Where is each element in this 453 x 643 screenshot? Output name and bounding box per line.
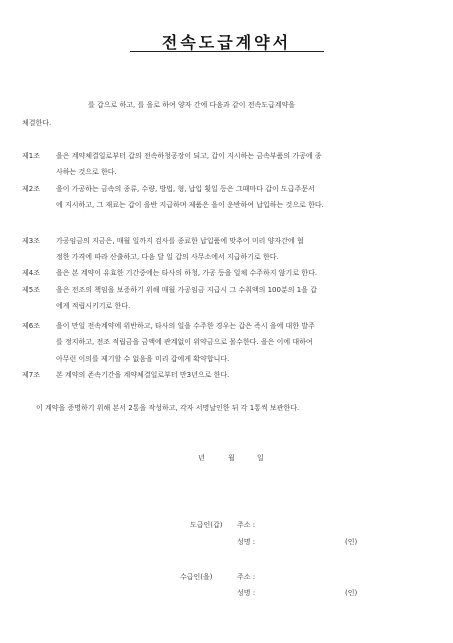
article-2-line-1: 을이 가공하는 금속의 종류, 수량, 방법, 형, 납입 횟일 등은 그때마다 갑이 도급주문서: [56, 185, 315, 193]
article-6-line-2: 를 정지하고, 전조 적립금을 금액에 관계없이 위약금으로 몰수한다. 을은 이에 대하여: [56, 338, 313, 346]
article-1-label: 제1조: [22, 152, 40, 160]
subcontractor-address-label: 주소 :: [237, 573, 256, 581]
closing-statement: 이 계약을 증명하기 위해 본서 2통을 작성하고, 각자 서명날인한 뒤 각 1통씩 보관한다.: [36, 404, 300, 412]
subcontractor-role: 수급인(을): [180, 573, 213, 581]
intro-line-2: 체결한다.: [22, 119, 52, 127]
title-underline: [130, 51, 324, 52]
article-2-line-2: 에 지시하고, 그 재료는 갑이 을반 지급하며 제품은 을이 운반하여 납입하는 것으로 한다.: [56, 201, 324, 209]
article-6-line-3: 아무런 이의를 제기할 수 없음을 미리 갑에게 확약합니다.: [56, 355, 230, 363]
article-3-line-2: 정한 가격에 따라 산출하고, 다음 달 일 갑의 사무소에서 지급하기로 한다.: [56, 253, 279, 261]
article-4-label: 제4조: [22, 269, 40, 277]
article-5-line-1: 을은 전조의 책임을 보증하기 위해 매월 가공임금 지급시 그 수취액의 100분의 1을 갑: [56, 286, 317, 294]
article-1-line-2: 사하는 것으로 한다.: [56, 168, 117, 176]
article-7-label: 제7조: [22, 371, 40, 379]
article-3-line-1: 가공임금의 지금은, 매월 일까지 검사를 종료한 납입품에 맞추어 미리 양자간에 협: [56, 237, 304, 245]
article-5-line-2: 에게 적립시키기로 한다.: [56, 302, 131, 310]
date-month: 월: [228, 454, 235, 462]
document-title: 전속도급계약서: [161, 33, 292, 52]
date-day: 일: [257, 454, 264, 462]
article-3-label: 제3조: [22, 237, 40, 245]
article-7-line-1: 본 계약의 존속기간을 계약체결일로부터 만3년으로 한다.: [56, 371, 230, 379]
contractor-seal: (인): [345, 538, 358, 546]
contractor-name-label: 성명 :: [237, 538, 256, 546]
article-2-label: 제2조: [22, 185, 40, 193]
date-year: 년: [198, 454, 205, 462]
contractor-address-label: 주소 :: [237, 521, 256, 529]
subcontractor-name-label: 성명 :: [237, 589, 256, 597]
subcontractor-seal: (인): [345, 589, 358, 597]
article-6-label: 제6조: [22, 322, 40, 330]
contractor-role: 도급인(갑): [190, 521, 223, 529]
article-4-line-1: 을은 본 계약이 유효한 기간중에는 타사의 하청, 가공 등을 일체 수주하지 않기로 한다.: [56, 269, 318, 277]
article-5-label: 제5조: [22, 286, 40, 294]
article-1-line-1: 을은 계약체결일로부터 갑의 전속하청공장이 되고, 갑이 지시하는 금속부품의 가공에 종: [56, 152, 322, 160]
intro-line-1: 를 갑으로 하고, 를 을로 하여 양자 간에 다음과 같이 전속도급계약을: [88, 101, 296, 109]
article-6-line-1: 을이 만일 전속계약에 위반하고, 타사의 일을 수주한 경우는 갑은 즉시 을에 대한 발주: [56, 322, 315, 330]
